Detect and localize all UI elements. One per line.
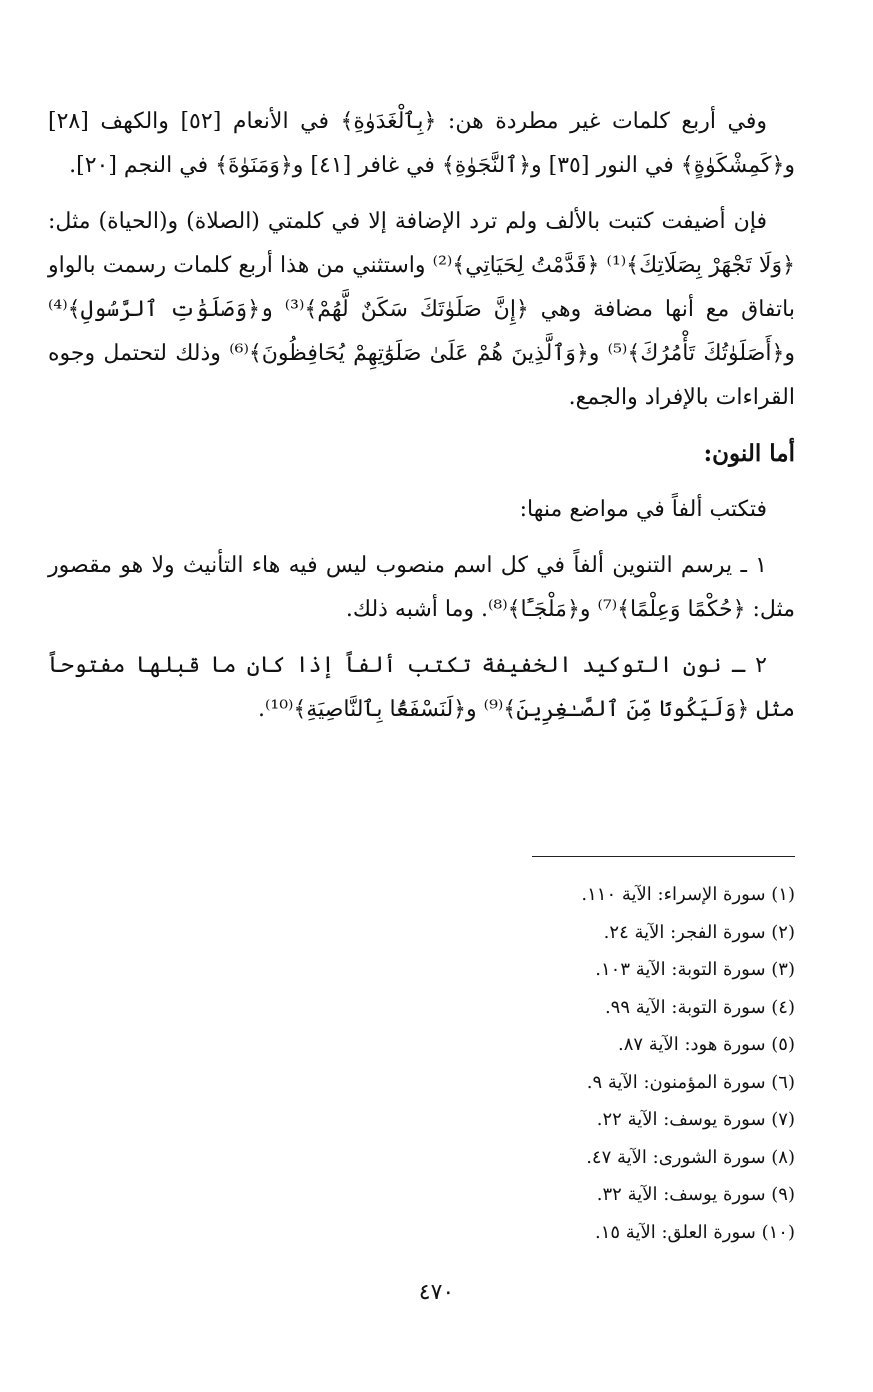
list-item-tawkid: ٢ ـ نون التوكيد الخفيفة تكتب ألفاً إذا كان ما قبلها مفتوحاً مثل ﴿وَلَيَكُونًا مِّنَ ٱلصَّـٰغِرِينَ﴾⁽⁹⁾ و﴿لَنَسْفَعًۢا بِٱلنَّاصِيَةِ﴾⁽¹⁰⁾. [48, 653, 795, 722]
section-heading-nun: أما النون: [703, 440, 795, 467]
footnote: (١٠) سورة العلق: الآية ١٥. [595, 1221, 795, 1243]
footnote: (٩) سورة يوسف: الآية ٣٢. [596, 1184, 795, 1205]
footnote: (٤) سورة التوبة: الآية ٩٩. [604, 996, 795, 1018]
footnote: (٨) سورة الشورى: الآية ٤٧. [586, 1146, 795, 1168]
main-text [48, 100, 795, 744]
footnote: (٧) سورة يوسف: الآية ٢٢. [596, 1109, 795, 1130]
footnote-divider [532, 856, 795, 857]
footnote: (٣) سورة التوبة: الآية ١٠٣. [595, 959, 795, 980]
footnotes-list [295, 876, 795, 1251]
paragraph-exceptions: وفي أربع كلمات غير مطردة هن: ﴿بِٱلْغَدَوٰةِ﴾ في الأنعام [٥٢] والكهف [٢٨] و﴿كَمِشْكَوٰةٍ﴾ في النور [٣٥] و﴿ٱلنَّجَوٰةِ﴾ في غافر [٤١] و﴿وَمَنَوٰةَ﴾ في النجم [٢٠]. [48, 109, 795, 178]
page-number: ٤٧٠ [418, 1280, 455, 1305]
footnote: (٥) سورة هود: الآية ٨٧. [618, 1034, 795, 1055]
paragraph-idafa: فإن أضيفت كتبت بالألف ولم ترد الإضافة إلا في كلمتي (الصلاة) و(الحياة) مثل: ﴿وَلَا تَجْهَرْ بِصَلَاتِكَ﴾⁽¹⁾ ﴿قَدَّمْتُ لِحَيَاتِي﴾⁽²⁾ واستثني من هذا أربع كلمات رسمت بالواو باتفاق مع أنها مضافة وهي ﴿إِنَّ صَلَوٰتَكَ سَكَنٌ لَّهُمْ﴾⁽³⁾ و﴿وَصَلَوَٰتِ ٱلرَّسُولِ﴾⁽⁴⁾ و﴿أَصَلَوٰتُكَ تَأْمُرُكَ﴾⁽⁵⁾ و﴿وَٱلَّذِينَ هُمْ عَلَىٰ صَلَوَٰتِهِمْ يُحَافِظُونَ﴾⁽⁶⁾ وذلك لتحتمل وجوه القراءات بالإفراد والجمع. [48, 209, 796, 410]
footnote: (٦) سورة المؤمنون: الآية ٩. [586, 1071, 795, 1093]
footnote: (٢) سورة الفجر: الآية ٢٤. [603, 921, 795, 943]
intro-line: فتكتب ألفاً في مواضع منها: [519, 497, 767, 522]
list-item-tanwin: ١ ـ يرسم التنوين ألفاً في كل اسم منصوب ليس فيه هاء التأنيث ولا هو مقصور مثل: ﴿حُكْمًا وَعِلْمًا﴾⁽⁷⁾ و﴿مَلْجَـًٔا﴾⁽⁸⁾. وما أشبه ذلك. [48, 553, 795, 622]
footnote: (١) سورة الإسراء: الآية ١١٠. [581, 884, 795, 905]
